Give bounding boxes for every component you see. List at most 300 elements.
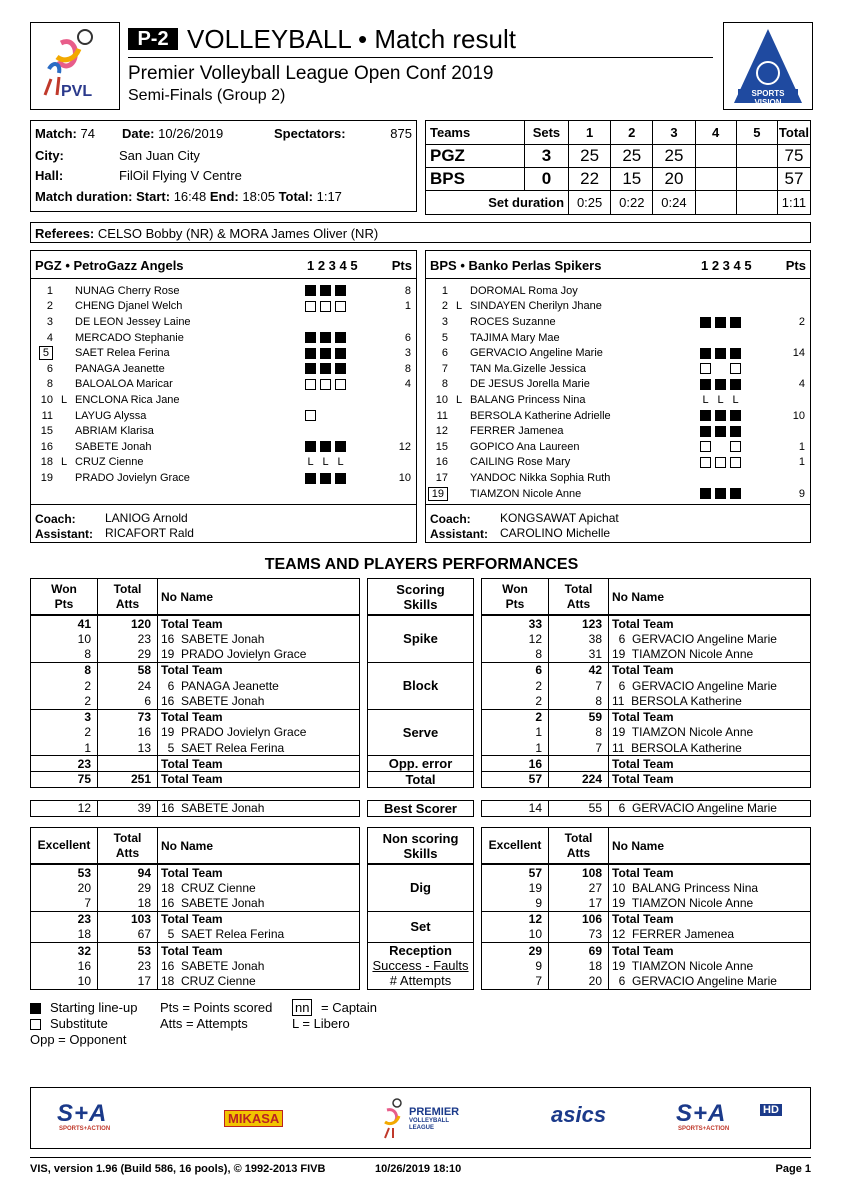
player-number: 1 [46, 284, 53, 297]
won-pts-value: 41 [31, 616, 98, 632]
right-stats-table [481, 771, 811, 788]
hdr-atts: Atts [115, 845, 140, 860]
legend-substitute: Substitute [50, 1016, 108, 1031]
header-col-a [31, 579, 98, 615]
player-points: 1 [798, 440, 805, 453]
starting-square-icon [730, 348, 741, 359]
stat-row [31, 709, 360, 725]
starting-lineup-square-icon [30, 1003, 41, 1014]
player-or-team-name: Total Team [609, 911, 811, 927]
score-sets: 0 [524, 168, 568, 191]
total-atts-value: 59 [549, 709, 609, 725]
stats-header-row [482, 579, 811, 615]
score-set5 [736, 168, 777, 191]
player-libero-flag: L [60, 393, 68, 406]
player-libero-flag: L [455, 393, 463, 406]
skill-serve-cell [367, 709, 474, 757]
player-or-team-name: 6 GERVACIO Angeline Marie [609, 631, 811, 647]
pvl-sponsor-logo [381, 1094, 461, 1144]
player-number: 1 [441, 284, 448, 297]
stats-header-row [31, 579, 360, 615]
league-name: Premier Volleyball League Open Conf 2019 [128, 63, 494, 84]
player-row [31, 283, 416, 299]
stat-row [31, 772, 360, 788]
player-number-cell [31, 423, 53, 439]
player-name: ENCLONA Rica Jane [75, 393, 180, 406]
player-row [426, 392, 810, 408]
player-row [31, 345, 416, 361]
player-libero-flag [448, 377, 470, 393]
team-a-coach-divider [31, 504, 416, 505]
excellent-value: 29 [482, 943, 549, 959]
player-name: DE JESUS Jorella Marie [470, 378, 590, 391]
player-points [778, 470, 810, 486]
player-number: 4 [46, 331, 53, 344]
player-sets-cell [303, 392, 383, 408]
score-total: 57 [777, 168, 810, 191]
player-sets-cell [698, 377, 778, 393]
date-value: 10/26/2019 [158, 126, 224, 141]
player-or-team-name: 11 BERSOLA Katherine [609, 740, 811, 756]
starting-square-icon [700, 317, 711, 328]
substitute-square-icon [715, 457, 726, 468]
set-duration-3: 0:24 [653, 191, 695, 215]
total-atts-value: 55 [549, 801, 609, 817]
starting-square-icon [305, 473, 316, 484]
player-sets-cell [698, 470, 778, 486]
starting-square-icon [320, 441, 331, 452]
skill-subtitle-2: # Attempts [389, 973, 452, 989]
hdr-no-name: No Name [609, 579, 811, 615]
player-number-cell [31, 439, 53, 455]
hdr-excellent: Excellent [37, 838, 91, 852]
stat-row [31, 974, 360, 990]
stat-row [482, 616, 811, 632]
player-number: 5 [441, 331, 448, 344]
right-stats-table [481, 911, 811, 943]
hdr-no-name: No Name [158, 828, 360, 864]
player-number: 17 [435, 471, 448, 484]
skill-opp-error-cell [367, 755, 474, 772]
starting-square-icon [335, 473, 346, 484]
start-value: 16:48 [173, 189, 207, 204]
player-row [31, 392, 416, 408]
won-pts-value: 1 [31, 740, 98, 756]
pvl-logo [30, 22, 120, 110]
total-atts-value: 106 [549, 911, 609, 927]
total-atts-value: 18 [549, 958, 609, 974]
player-libero-flag [53, 361, 75, 377]
match-label: Match: [35, 126, 77, 141]
starting-square-icon [305, 348, 316, 359]
score-hdr-set5: 5 [736, 121, 777, 145]
starting-square-icon [335, 285, 346, 296]
starting-square-icon [700, 410, 711, 421]
won-pts-value: 14 [482, 801, 549, 817]
player-sets-cell [303, 314, 383, 330]
player-name: GOPICO Ana Laureen [470, 440, 580, 453]
player-number-cell [426, 361, 448, 377]
referees-names: CELSO Bobby (NR) & MORA James Oliver (NR) [97, 226, 379, 241]
left-stats-table [30, 800, 360, 817]
hdr-skills-line2: Skills [403, 597, 438, 612]
spectators-value: 875 [390, 126, 412, 141]
starting-square-icon [320, 285, 331, 296]
left-stats-table [30, 755, 360, 772]
player-number-cell [426, 470, 448, 486]
team-b-assistant: CAROLINO Michelle [500, 526, 611, 540]
team-a-assistant: RICAFORT Rald [105, 526, 194, 540]
player-name: TAJIMA Mary Mae [470, 331, 560, 344]
starting-square-icon [730, 488, 741, 499]
stat-row [31, 927, 360, 943]
score-hdr-total: Total [777, 121, 810, 145]
stat-row [482, 678, 811, 694]
sports-action-hd-logo-sub: SPORTS+ACTION [678, 1126, 730, 1132]
won-pts-value: 8 [482, 647, 549, 663]
hdr-won: Won [51, 581, 77, 596]
player-name: CHENG Djanel Welch [75, 300, 183, 313]
player-number: 7 [441, 362, 448, 375]
player-points: 4 [404, 378, 411, 391]
score-hdr-set1: 1 [569, 121, 611, 145]
starting-square-icon [335, 441, 346, 452]
team-b-player-table [426, 283, 810, 501]
skill-name: Block [402, 678, 439, 694]
player-or-team-name: 19 TIAMZON Nicole Anne [609, 896, 811, 912]
player-number: 6 [46, 362, 53, 375]
player-number-cell [426, 408, 448, 424]
legend-libero: L = Libero [292, 1016, 350, 1031]
total-atts-value: 17 [549, 896, 609, 912]
sports-action-hd-logo-text: S+A [676, 1100, 727, 1127]
player-or-team-name: Total Team [609, 709, 811, 725]
player-number-cell [31, 330, 53, 346]
right-stats-table [481, 755, 811, 772]
header-col-b [98, 828, 158, 864]
player-or-team-name: 6 GERVACIO Angeline Marie [609, 678, 811, 694]
team-b-assistant-label: Assistant: [430, 527, 489, 541]
total-atts-value: 7 [549, 678, 609, 694]
player-or-team-name: Total Team [158, 756, 360, 772]
player-name: PRADO Jovielyn Grace [75, 471, 190, 484]
player-row [426, 330, 810, 346]
player-name: CRUZ Cienne [75, 456, 144, 469]
player-number: 6 [441, 347, 448, 360]
legend [30, 999, 450, 1051]
player-sets-cell [698, 423, 778, 439]
starting-square-icon [730, 379, 741, 390]
total-atts-value: 23 [98, 631, 158, 647]
stat-row [482, 974, 811, 990]
won-pts-value: 12 [31, 801, 98, 817]
header-col-b [549, 828, 609, 864]
player-libero-flag [53, 283, 75, 299]
player-libero-flag [53, 330, 75, 346]
excellent-value: 10 [31, 974, 98, 990]
substitute-square-icon [700, 457, 711, 468]
player-row [426, 283, 810, 299]
starting-square-icon [715, 379, 726, 390]
player-points [778, 392, 810, 408]
hdr-atts: Atts [566, 596, 591, 611]
player-sets-cell [303, 345, 383, 361]
stat-row [482, 896, 811, 912]
mikasa-logo: MIKASA [224, 1110, 283, 1127]
player-or-team-name: Total Team [158, 865, 360, 881]
player-points [383, 423, 416, 439]
score-set1: 25 [569, 145, 611, 168]
score-hdr-teams: Teams [426, 121, 525, 145]
pvl-logo-text: PVL [61, 83, 93, 100]
player-points [778, 361, 810, 377]
score-hdr-set2: 2 [611, 121, 653, 145]
starting-square-icon [715, 488, 726, 499]
starting-square-icon [320, 363, 331, 374]
player-libero-flag [448, 439, 470, 455]
stats-header-row [31, 828, 360, 864]
stat-row [31, 740, 360, 756]
footer-divider [30, 1157, 811, 1158]
performances-title: TEAMS AND PLAYERS PERFORMANCES [264, 556, 579, 573]
player-or-team-name: 16 SABETE Jonah [158, 631, 360, 647]
stat-row [482, 693, 811, 709]
player-sets-cell [698, 392, 778, 408]
right-stats-table [481, 800, 811, 817]
left-stats-table [30, 709, 360, 757]
starting-square-icon [320, 473, 331, 484]
total-atts-value: 8 [549, 693, 609, 709]
starting-square-icon [715, 410, 726, 421]
hdr-atts: Atts [566, 845, 591, 860]
player-name: CAILING Rose Mary [470, 456, 571, 469]
hdr-excellent: Excellent [488, 838, 542, 852]
player-name: ROCES Suzanne [470, 315, 556, 328]
left-stats-table [30, 662, 360, 710]
player-points: 1 [404, 300, 411, 313]
total-atts-value: 7 [549, 740, 609, 756]
player-number: 3 [441, 315, 448, 328]
excellent-value: 32 [31, 943, 98, 959]
player-libero-flag [448, 486, 470, 502]
player-points: 6 [404, 331, 411, 344]
player-points: 12 [398, 440, 411, 453]
stat-row [31, 958, 360, 974]
player-or-team-name: 19 TIAMZON Nicole Anne [609, 958, 811, 974]
player-or-team-name: 16 SABETE Jonah [158, 801, 360, 817]
score-row-pgz [426, 145, 811, 168]
player-or-team-name: 19 PRADO Jovielyn Grace [158, 725, 360, 741]
score-header-row [426, 121, 811, 145]
player-row [426, 470, 810, 486]
starting-square-icon [700, 426, 711, 437]
total-atts-value: 29 [98, 647, 158, 663]
score-set3: 25 [653, 145, 695, 168]
player-points [383, 408, 416, 424]
total-duration-value: 1:17 [316, 189, 342, 204]
total-atts-value: 123 [549, 616, 609, 632]
player-points: 10 [398, 471, 411, 484]
page-title: VOLLEYBALL • Match result [187, 24, 516, 54]
duration-label: Match duration: [35, 189, 133, 204]
player-row [31, 299, 416, 315]
player-points: 8 [404, 362, 411, 375]
won-pts-value: 1 [482, 740, 549, 756]
score-set4 [695, 168, 736, 191]
player-sets-cell [303, 408, 383, 424]
stat-row [31, 911, 360, 927]
total-atts-value: 69 [549, 943, 609, 959]
player-number: 11 [436, 409, 448, 422]
hdr-skills-line2: Skills [403, 846, 438, 861]
total-atts-value: 6 [98, 693, 158, 709]
player-libero-flag [53, 377, 75, 393]
player-sets-cell [698, 299, 778, 315]
player-or-team-name: Total Team [158, 772, 360, 788]
player-number: 10 [435, 393, 448, 406]
won-pts-value: 23 [31, 756, 98, 772]
player-number: 19 [428, 487, 448, 501]
stat-row [31, 631, 360, 647]
stat-row [482, 943, 811, 959]
player-row [31, 330, 416, 346]
starting-square-icon [700, 348, 711, 359]
set-duration-5 [736, 191, 777, 215]
excellent-value: 12 [482, 911, 549, 927]
stat-row [482, 709, 811, 725]
player-libero-flag [448, 283, 470, 299]
player-libero-flag [53, 345, 75, 361]
stat-row [482, 865, 811, 881]
sports-action-hd-logo [676, 1100, 796, 1134]
substitute-square-icon [335, 379, 346, 390]
player-number: 8 [441, 378, 448, 391]
stats-header [481, 578, 811, 615]
score-team: PGZ [426, 145, 525, 168]
skill-name: Serve [402, 724, 439, 740]
team-b-title: BPS • Banko Perlas Spikers [430, 258, 602, 273]
player-name: DOROMAL Roma Joy [470, 284, 578, 297]
player-points [383, 392, 416, 408]
player-points [778, 299, 810, 315]
player-number: 3 [46, 315, 53, 328]
left-stats-table [30, 615, 360, 663]
won-pts-value: 2 [482, 693, 549, 709]
player-or-team-name: 16 SABETE Jonah [158, 958, 360, 974]
left-stats-table [30, 864, 360, 912]
score-set2: 15 [611, 168, 653, 191]
sports-vision-text: SPORTS VISION [751, 89, 785, 107]
stat-row [482, 647, 811, 663]
won-pts-value: 8 [31, 647, 98, 663]
won-pts-value: 12 [482, 631, 549, 647]
skill-name: Spike [403, 631, 438, 647]
set-duration-4 [695, 191, 736, 215]
excellent-value: 20 [31, 880, 98, 896]
match-row [35, 126, 95, 141]
skill-reception-cell [367, 942, 474, 990]
total-label: Total: [278, 189, 313, 204]
player-row [31, 361, 416, 377]
stat-row [31, 756, 360, 772]
player-libero-flag [448, 470, 470, 486]
libero-mark: L [702, 393, 709, 406]
team-b-divider [426, 278, 810, 279]
won-pts-value: 57 [482, 772, 549, 788]
total-atts-value: 38 [549, 631, 609, 647]
score-team: BPS [426, 168, 525, 191]
player-row [31, 455, 416, 471]
player-name: DE LEON Jessey Laine [75, 315, 191, 328]
sports-action-logo-sub: SPORTS+ACTION [59, 1126, 111, 1132]
player-or-team-name: 5 SAET Relea Ferina [158, 927, 360, 943]
total-atts-value: 18 [98, 896, 158, 912]
page-code-badge: P-2 [128, 28, 178, 50]
footer-timestamp: 10/26/2019 18:10 [375, 1163, 462, 1175]
city-value: San Juan City [119, 148, 200, 163]
player-sets-cell [698, 455, 778, 471]
start-label: Start: [136, 189, 171, 204]
legend-captain: = Captain [321, 1000, 378, 1015]
player-name: BERSOLA Katherine Adrielle [470, 409, 611, 422]
player-row [426, 455, 810, 471]
player-or-team-name: Total Team [158, 616, 360, 632]
stat-row [31, 616, 360, 632]
total-atts-value: 42 [549, 662, 609, 678]
excellent-value: 57 [482, 865, 549, 881]
score-set3: 20 [653, 168, 695, 191]
total-atts-value: 251 [98, 772, 158, 788]
team-a-sets-header: 1 2 3 4 5 [307, 258, 358, 273]
hdr-no-name: No Name [609, 828, 811, 864]
total-atts-value: 8 [549, 725, 609, 741]
player-points: 1 [798, 456, 805, 469]
starting-square-icon [320, 348, 331, 359]
player-number: 15 [40, 425, 53, 438]
stat-row [31, 943, 360, 959]
player-number-cell [426, 283, 448, 299]
total-atts-value: 27 [549, 880, 609, 896]
header-col-a [482, 579, 549, 615]
stats-header-row [482, 828, 811, 864]
player-number-cell [31, 377, 53, 393]
starting-square-icon [335, 332, 346, 343]
spectators-label: Spectators: [274, 126, 346, 141]
player-points: 4 [798, 378, 805, 391]
sports-vision-logo [723, 22, 813, 110]
stat-row [482, 927, 811, 943]
score-table [425, 120, 811, 215]
player-number: 16 [435, 456, 448, 469]
starting-square-icon [305, 441, 316, 452]
right-stats-table [481, 942, 811, 990]
player-or-team-name: 11 BERSOLA Katherine [609, 693, 811, 709]
skill-subtitle: Success - Faults [372, 958, 469, 974]
player-libero-flag [53, 423, 75, 439]
set-duration-label: Set duration [426, 191, 569, 215]
player-libero-flag [53, 408, 75, 424]
player-sets-cell [698, 361, 778, 377]
score-row-bps [426, 168, 811, 191]
player-row [426, 299, 810, 315]
skill-name: Set [410, 919, 431, 935]
player-libero-flag [448, 330, 470, 346]
score-hdr-sets: Sets [524, 121, 568, 145]
score-set2: 25 [611, 145, 653, 168]
player-sets-cell [698, 408, 778, 424]
won-pts-value: 16 [482, 756, 549, 772]
hdr-total: Total [564, 830, 593, 845]
